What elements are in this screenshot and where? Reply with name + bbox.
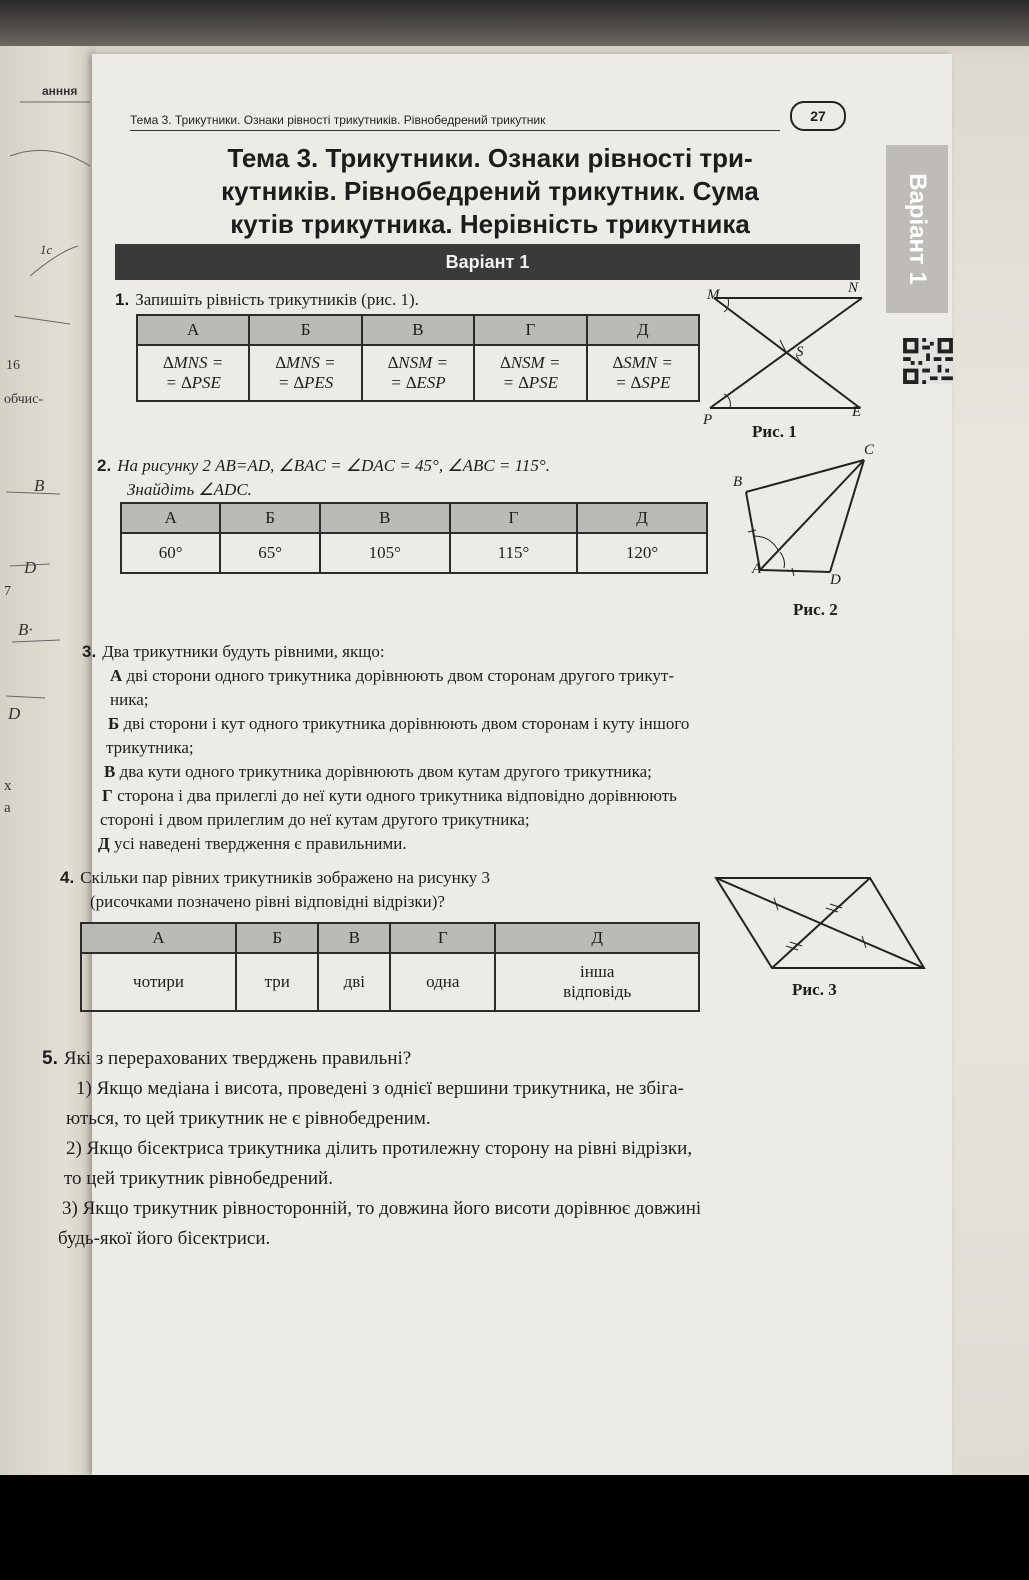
left-fragment: 7 [4,584,11,599]
statement-2: 2) Якщо бісектриса трикутника ділить протилежну сторону на рівні відрізки, [66,1138,693,1159]
option-v[interactable]: В два кути одного трикутника дорівнюють двом кутам другого трикутника; [104,762,652,781]
option-text: ника; [110,690,149,709]
column-header: Г [450,503,578,533]
left-fragment: а [4,800,11,816]
point-label-m: M [707,287,720,303]
left-fragment: обчис- [4,392,43,407]
question-text: Які з перерахованих тверджень правильні? [63,1048,412,1069]
point-label-a: A [752,561,762,577]
column-header: А [121,503,220,533]
title-line: Тема 3. Трикутники. Ознаки рівності три- [227,143,753,173]
topic-title [140,142,840,241]
figure-3-caption: Рис. 3 [792,980,837,999]
column-header: Д [577,503,707,533]
question-3 [82,640,912,856]
question-5 [42,1044,962,1254]
variant-banner: Варіант 1 [115,244,860,280]
answer-cell[interactable]: 120° [577,533,707,573]
answer-table-1 [136,314,700,402]
answer-cell[interactable]: ∆MNS = = ∆PSE [137,345,249,401]
question-text: Запишіть рівність трикутників (рис. 1). [135,290,419,309]
page-number: 27 [790,101,846,131]
column-header: Б [249,315,361,345]
figure-3-diagram [710,870,930,980]
column-header: А [137,315,249,345]
question-text: Знайдіть ∠ADC. [127,480,252,499]
point-label-d: D [830,572,841,588]
option-d[interactable]: Д усі наведені твердження є правильними. [98,834,407,853]
running-header: Тема 3. Трикутники. Ознаки рівності трикутників. Рівнобедрений трикутник [130,113,546,127]
question-number: 2. [97,456,112,475]
answer-cell[interactable]: ∆MNS = = ∆PES [249,345,361,401]
figure-1-caption: Рис. 1 [752,422,797,441]
answer-table-2 [120,502,708,574]
question-number: 4. [60,868,75,887]
answer-cell[interactable]: чотири [81,953,236,1011]
header-rule [130,130,780,131]
point-label-b: B [733,474,743,490]
answer-table-4 [80,922,700,1012]
title-line: кутників. Рівнобедрений трикутник. Сума [221,176,759,206]
figure-2-caption: Рис. 2 [793,600,838,619]
left-fragment: B· [18,620,33,639]
question-4 [60,866,490,914]
qr-code-icon [902,338,954,384]
column-header: А [81,923,236,953]
answer-cell[interactable]: одна [390,953,495,1011]
left-fragment: х [4,778,12,794]
point-label-c: C [864,442,875,458]
column-header: В [362,315,474,345]
statement-text: ються, то цей трикутник не є рівнобедреним. [66,1108,431,1129]
option-text: трикутника; [106,738,194,757]
question-number: 1. [115,290,130,309]
question-1 [115,288,419,312]
question-number: 5. [42,1048,58,1069]
column-header: В [320,503,450,533]
photo-top-band [0,0,1029,46]
side-tab-label [886,145,948,313]
left-fragment: B [34,476,45,495]
point-label-e: E [852,404,862,420]
left-fragment: D [8,704,21,723]
answer-cell[interactable]: 60° [121,533,220,573]
side-tab-text: Варіант 1 [904,173,931,285]
column-header: В [318,923,390,953]
answer-cell[interactable]: ∆SMN = = ∆SPE [587,345,699,401]
left-fragment: D [24,558,37,577]
question-text: Два трикутники будуть рівними, якщо: [102,642,385,661]
option-b[interactable]: Б дві сторони і кут одного трикутника дорівнюють двом сторонам і куту іншого [108,714,690,733]
answer-cell[interactable]: ∆NSM = = ∆PSE [474,345,586,401]
column-header: Д [495,923,699,953]
answer-cell[interactable]: дві [318,953,390,1011]
point-label-s: S [796,344,804,360]
statement-3: 3) Якщо трикутник рівносторонній, то довжина його висоти дорівнює довжині [62,1198,702,1219]
column-header: Д [587,315,699,345]
question-text: (рисочками позначено рівні відповідні відрізки)? [90,892,445,911]
left-fragment: анння [42,84,78,98]
column-header: Г [474,315,586,345]
statement-1: 1) Якщо медіана і висота, проведені з однієї вершини трикутника, не збіга- [76,1078,684,1099]
column-header: Б [236,923,318,953]
question-number: 3. [82,642,97,661]
answer-cell[interactable]: ∆NSM = = ∆ESP [362,345,474,401]
question-text: На рисунку 2 AB=AD, ∠BAC = ∠DAC = 45°, ∠ABC = 115°. [117,456,550,475]
question-2 [97,454,550,502]
left-fragment: 1с [40,242,53,257]
left-fragment: 16 [6,358,20,373]
question-text: Скільки пар рівних трикутників зображено на рисунку 3 [80,868,490,887]
point-label-p: P [703,412,713,428]
answer-cell[interactable]: інша відповідь [495,953,699,1011]
column-header: Г [390,923,495,953]
answer-cell[interactable]: 65° [220,533,319,573]
option-text: стороні і двом прилеглим до неї кутам другого трикутника; [100,810,530,829]
statement-text: то цей трикутник рівнобедрений. [64,1168,333,1189]
answer-cell[interactable]: три [236,953,318,1011]
answer-cell[interactable]: 115° [450,533,578,573]
option-a[interactable]: А дві сторони одного трикутника дорівнюють двом сторонам другого трикут- [110,666,674,685]
title-line: кутів трикутника. Нерівність трикутника [230,209,750,239]
point-label-n: N [848,280,859,296]
answer-cell[interactable]: 105° [320,533,450,573]
column-header: Б [220,503,319,533]
statement-text: будь-якої його бісектриси. [58,1228,271,1249]
option-g[interactable]: Г сторона і два прилеглі до неї кути одного трикутника відповідно дорівнюють [102,786,677,805]
